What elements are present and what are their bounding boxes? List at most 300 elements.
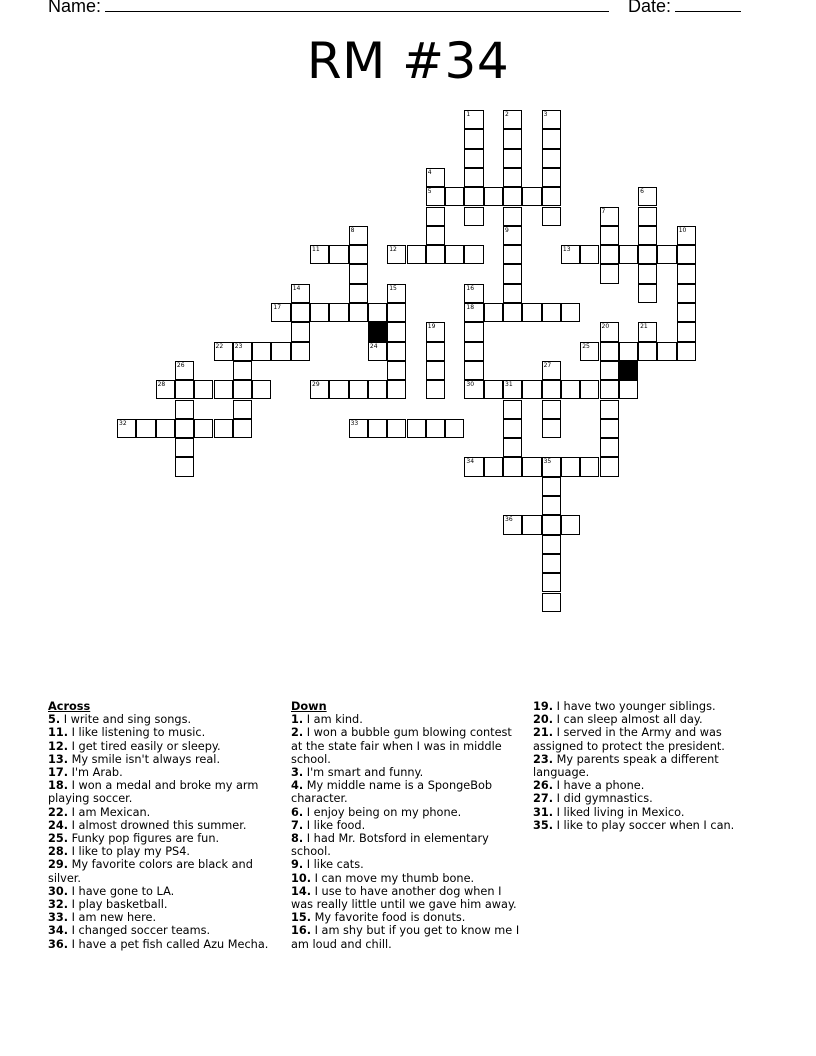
- grid-cell[interactable]: [600, 207, 619, 226]
- grid-cell[interactable]: [310, 245, 329, 264]
- grid-cell[interactable]: [542, 419, 561, 438]
- grid-cell[interactable]: [503, 245, 522, 264]
- grid-cell[interactable]: [387, 342, 406, 361]
- clue-number: 6.: [291, 805, 304, 819]
- clue-number: 36.: [48, 937, 69, 951]
- grid-cell[interactable]: [464, 245, 483, 264]
- down-clue: [533, 779, 743, 792]
- grid-cell[interactable]: [600, 400, 619, 419]
- clue-text: Funky pop figures are fun.: [68, 832, 220, 846]
- clue-text: I like listening to music.: [68, 726, 206, 740]
- grid-cell[interactable]: [175, 457, 194, 476]
- grid-cell[interactable]: [638, 226, 657, 245]
- grid-cell[interactable]: [271, 342, 290, 361]
- grid-cell[interactable]: [542, 149, 561, 168]
- down-clue: [291, 713, 523, 726]
- clue-text: I can sleep almost all day.: [553, 713, 703, 727]
- cell-number: 3: [543, 111, 548, 118]
- grid-cell[interactable]: [619, 245, 638, 264]
- grid-cell[interactable]: [175, 438, 194, 457]
- down-clue: [291, 924, 523, 950]
- cell-number: 26: [176, 361, 185, 369]
- grid-cell[interactable]: [310, 380, 329, 399]
- grid-cell[interactable]: [522, 303, 541, 322]
- across-clue-list: [48, 713, 270, 951]
- clue-number: 16.: [291, 924, 312, 938]
- date-label: Date:: [628, 0, 672, 16]
- clue-number: 14.: [291, 884, 312, 898]
- across-clue: [48, 938, 270, 951]
- clue-number: 2.: [291, 726, 304, 740]
- grid-cell[interactable]: [619, 380, 638, 399]
- grid-cell[interactable]: [600, 438, 619, 457]
- grid-cell[interactable]: [464, 129, 483, 148]
- grid-cell[interactable]: [407, 245, 426, 264]
- grid-cell[interactable]: [542, 207, 561, 226]
- clue-number: 29.: [48, 858, 69, 872]
- grid-cell[interactable]: [407, 419, 426, 438]
- clue-text: I'm Arab.: [68, 766, 123, 780]
- clue-number: 27.: [533, 792, 554, 806]
- clue-number: 21.: [533, 726, 554, 740]
- cell-number: 15: [389, 284, 397, 292]
- cell-number: 35: [543, 458, 552, 466]
- clue-number: 32.: [48, 898, 69, 912]
- grid-cell[interactable]: [600, 264, 619, 283]
- grid-cell[interactable]: [291, 322, 310, 341]
- cell-number: 20: [601, 323, 610, 331]
- grid-cell[interactable]: [387, 419, 406, 438]
- across-clue: [48, 753, 270, 766]
- cell-number: 25: [582, 342, 590, 350]
- grid-cell[interactable]: [503, 400, 522, 419]
- grid-cell[interactable]: [136, 419, 155, 438]
- down-clue: [533, 700, 743, 713]
- cell-number: 11: [312, 246, 320, 254]
- clue-text: I served in the Army and was assigned to protect the president.: [533, 726, 725, 753]
- grid-cell[interactable]: [426, 322, 445, 341]
- grid-cell[interactable]: [542, 554, 561, 573]
- across-clue: [48, 858, 270, 884]
- cell-number: 32: [119, 419, 127, 427]
- grid-cell[interactable]: [542, 380, 561, 399]
- cell-number: 30: [466, 381, 475, 389]
- grid-cell[interactable]: [445, 419, 464, 438]
- cell-number: 21: [640, 323, 648, 331]
- cell-number: 18: [466, 304, 475, 311]
- grid-cell[interactable]: [426, 361, 445, 380]
- grid-cell[interactable]: [368, 419, 387, 438]
- clue-number: 7.: [291, 818, 304, 832]
- clue-number: 13.: [48, 752, 69, 766]
- grid-cell[interactable]: [542, 129, 561, 148]
- clue-number: 25.: [48, 832, 69, 846]
- grid-cell[interactable]: [600, 457, 619, 476]
- across-clue: [48, 726, 270, 739]
- down-clue: [533, 806, 743, 819]
- grid-cell[interactable]: [542, 477, 561, 496]
- grid-cell[interactable]: [542, 110, 561, 129]
- across-clue: [48, 845, 270, 858]
- clue-text: I have a phone.: [553, 779, 645, 793]
- cell-number: 36: [505, 516, 513, 524]
- clue-text: My middle name is a SpongeBob character.: [291, 779, 493, 806]
- grid-cell[interactable]: [464, 110, 483, 129]
- clue-number: 18.: [48, 779, 69, 793]
- grid-cell[interactable]: [503, 129, 522, 148]
- grid-cell[interactable]: [368, 342, 387, 361]
- down-clue: [291, 766, 523, 779]
- grid-cell[interactable]: [484, 380, 503, 399]
- grid-cell[interactable]: [156, 419, 175, 438]
- cell-number: 8: [350, 226, 355, 234]
- grid-cell[interactable]: [619, 342, 638, 361]
- grid-cell[interactable]: [252, 380, 271, 399]
- grid-cell[interactable]: [677, 303, 696, 322]
- grid-cell[interactable]: [387, 322, 406, 341]
- grid-cell[interactable]: [677, 245, 696, 264]
- grid-cell[interactable]: [638, 207, 657, 226]
- grid-cell[interactable]: [580, 342, 599, 361]
- grid-cell[interactable]: [387, 245, 406, 264]
- down-clue: [291, 872, 523, 885]
- grid-cell[interactable]: [561, 303, 580, 322]
- clue-text: I am Mexican.: [68, 805, 151, 819]
- grid-cell[interactable]: [464, 303, 483, 322]
- grid-cell[interactable]: [349, 380, 368, 399]
- grid-cell[interactable]: [600, 361, 619, 380]
- grid-cell[interactable]: [387, 303, 406, 322]
- grid-cell[interactable]: [175, 419, 194, 438]
- clue-number: 28.: [48, 845, 69, 859]
- grid-cell[interactable]: [464, 168, 483, 187]
- grid-cell[interactable]: [600, 226, 619, 245]
- grid-cell[interactable]: [233, 361, 252, 380]
- grid-cell[interactable]: [291, 284, 310, 303]
- grid-cell[interactable]: [522, 515, 541, 534]
- cell-number: 24: [369, 342, 378, 350]
- grid-cell[interactable]: [214, 342, 233, 361]
- grid-cell[interactable]: [580, 245, 599, 264]
- clue-text: I have two younger siblings.: [553, 700, 716, 713]
- grid-cell[interactable]: [445, 245, 464, 264]
- clue-number: 34.: [48, 924, 69, 938]
- grid-cell[interactable]: [426, 342, 445, 361]
- grid-cell[interactable]: [503, 515, 522, 534]
- clue-number: 15.: [291, 911, 312, 925]
- grid-cell[interactable]: [349, 226, 368, 245]
- grid-cell[interactable]: [542, 303, 561, 322]
- clue-number: 8.: [291, 832, 304, 846]
- clue-number: 3.: [291, 766, 304, 780]
- grid-cell[interactable]: [657, 342, 676, 361]
- grid-cell[interactable]: [503, 284, 522, 303]
- across-clue: [48, 911, 270, 924]
- down-clue: [291, 806, 523, 819]
- grid-cell[interactable]: [194, 380, 213, 399]
- grid-cell[interactable]: [600, 342, 619, 361]
- grid-cell[interactable]: [542, 573, 561, 592]
- grid-cell[interactable]: [445, 187, 464, 206]
- grid-cell[interactable]: [542, 168, 561, 187]
- down-clue-list-continued: [533, 700, 743, 832]
- grid-cell[interactable]: [464, 284, 483, 303]
- clue-number: 4.: [291, 779, 304, 793]
- grid-cell[interactable]: [542, 515, 561, 534]
- clue-text: I write and sing songs.: [60, 713, 192, 727]
- grid-cell[interactable]: [291, 342, 310, 361]
- down-clue: [291, 819, 523, 832]
- grid-cell[interactable]: [117, 419, 136, 438]
- grid-cell[interactable]: [503, 303, 522, 322]
- grid-cell[interactable]: [542, 593, 561, 612]
- cell-number: 23: [234, 342, 243, 350]
- across-clues-column: [48, 700, 270, 951]
- clue-number: 17.: [48, 766, 69, 780]
- clue-text: I'm smart and funny.: [303, 766, 424, 780]
- name-blank-line[interactable]: [105, 0, 609, 12]
- grid-cell[interactable]: [310, 303, 329, 322]
- clue-text: I like food.: [303, 818, 366, 832]
- grid-cell[interactable]: [214, 380, 233, 399]
- clue-number: 11.: [48, 726, 69, 740]
- grid-cell[interactable]: [387, 380, 406, 399]
- grid-cell[interactable]: [638, 264, 657, 283]
- grid-cell[interactable]: [349, 264, 368, 283]
- clue-number: 23.: [533, 752, 554, 766]
- down-clue-list: [291, 713, 523, 951]
- clue-text: I enjoy being on my phone.: [303, 805, 462, 819]
- grid-cell[interactable]: [426, 168, 445, 187]
- grid-cell[interactable]: [484, 457, 503, 476]
- grid-cell[interactable]: [638, 245, 657, 264]
- grid-cell[interactable]: [194, 419, 213, 438]
- grid-cell[interactable]: [349, 245, 368, 264]
- grid-cell[interactable]: [677, 226, 696, 245]
- grid-cell[interactable]: [214, 419, 233, 438]
- across-clue: [48, 766, 270, 779]
- grid-cell[interactable]: [503, 226, 522, 245]
- across-clue: [48, 713, 270, 726]
- grid-cell[interactable]: [464, 342, 483, 361]
- grid-cell[interactable]: [349, 303, 368, 322]
- across-clue: [48, 885, 270, 898]
- grid-cell[interactable]: [503, 264, 522, 283]
- grid-cell[interactable]: [464, 207, 483, 226]
- grid-cell[interactable]: [657, 245, 676, 264]
- grid-cell[interactable]: [464, 361, 483, 380]
- grid-cell[interactable]: [503, 438, 522, 457]
- grid-cell[interactable]: [600, 380, 619, 399]
- grid-cell[interactable]: [600, 245, 619, 264]
- grid-cell[interactable]: [368, 380, 387, 399]
- grid-cell[interactable]: [175, 380, 194, 399]
- grid-cell[interactable]: [156, 380, 175, 399]
- grid-cell[interactable]: [561, 457, 580, 476]
- grid-cell[interactable]: [426, 380, 445, 399]
- grid-cell[interactable]: [561, 515, 580, 534]
- grid-cell[interactable]: [542, 187, 561, 206]
- grid-cell[interactable]: [503, 207, 522, 226]
- across-clue: [48, 924, 270, 937]
- clue-number: 10.: [291, 871, 312, 885]
- grid-cell[interactable]: [542, 400, 561, 419]
- grid-cell[interactable]: [464, 187, 483, 206]
- grid-cell[interactable]: [484, 187, 503, 206]
- down-clues-continued-column: [533, 700, 743, 832]
- clue-number: 30.: [48, 884, 69, 898]
- grid-cell[interactable]: [233, 400, 252, 419]
- cell-number: 31: [505, 381, 513, 389]
- grid-cell[interactable]: [580, 380, 599, 399]
- grid-cell[interactable]: [503, 187, 522, 206]
- across-clue: [48, 806, 270, 819]
- cell-number: 17: [273, 304, 282, 311]
- clue-text: I am new here.: [68, 911, 157, 925]
- block-cell: [619, 361, 638, 380]
- down-clue: [291, 911, 523, 924]
- grid-cell[interactable]: [426, 187, 445, 206]
- grid-cell[interactable]: [426, 419, 445, 438]
- cell-number: 1: [466, 111, 471, 118]
- clue-text: I almost drowned this summer.: [68, 818, 247, 832]
- down-clue: [533, 753, 743, 779]
- grid-cell[interactable]: [677, 322, 696, 341]
- cell-number: 27: [543, 361, 552, 369]
- clue-text: I like to play my PS4.: [68, 845, 190, 859]
- grid-cell[interactable]: [638, 187, 657, 206]
- clue-number: 1.: [291, 713, 304, 727]
- cell-number: 7: [601, 207, 606, 215]
- clue-text: I liked living in Mexico.: [553, 805, 685, 819]
- grid-cell[interactable]: [233, 419, 252, 438]
- down-clue: [291, 779, 523, 805]
- grid-cell[interactable]: [329, 380, 348, 399]
- grid-cell[interactable]: [233, 342, 252, 361]
- clue-number: 12.: [48, 739, 69, 753]
- grid-cell[interactable]: [600, 322, 619, 341]
- grid-cell[interactable]: [638, 322, 657, 341]
- across-clue: [48, 832, 270, 845]
- grid-cell[interactable]: [175, 361, 194, 380]
- grid-cell[interactable]: [503, 110, 522, 129]
- grid-cell[interactable]: [503, 457, 522, 476]
- grid-cell[interactable]: [542, 535, 561, 554]
- cell-number: 33: [350, 419, 359, 427]
- clue-text: I won a bubble gum blowing contest at the state fair when I was in middle school.: [291, 726, 512, 766]
- clue-number: 24.: [48, 818, 69, 832]
- down-clue: [291, 858, 523, 871]
- clue-number: 33.: [48, 911, 69, 925]
- cell-number: 14: [292, 284, 301, 292]
- clue-text: I had Mr. Botsford in elementary school.: [291, 832, 489, 859]
- cell-number: 29: [312, 381, 320, 389]
- cell-number: 13: [562, 246, 571, 254]
- grid-cell[interactable]: [271, 303, 290, 322]
- grid-cell[interactable]: [522, 187, 541, 206]
- date-field[interactable]: [628, 0, 741, 17]
- cell-number: 5: [427, 188, 432, 196]
- down-clue: [291, 885, 523, 911]
- name-field[interactable]: [48, 0, 609, 17]
- clue-number: 20.: [533, 713, 554, 727]
- clue-text: I changed soccer teams.: [68, 924, 211, 938]
- clue-number: 31.: [533, 805, 554, 819]
- down-clue: [291, 832, 523, 858]
- grid-cell[interactable]: [677, 342, 696, 361]
- down-clue: [533, 792, 743, 805]
- grid-cell[interactable]: [426, 226, 445, 245]
- grid-cell[interactable]: [426, 207, 445, 226]
- grid-cell[interactable]: [387, 284, 406, 303]
- across-heading: Across: [48, 700, 91, 713]
- down-clue: [533, 726, 743, 752]
- grid-cell[interactable]: [677, 284, 696, 303]
- cell-number: 2: [505, 111, 509, 118]
- grid-cell[interactable]: [561, 380, 580, 399]
- grid-cell[interactable]: [464, 322, 483, 341]
- grid-cell[interactable]: [580, 457, 599, 476]
- grid-cell[interactable]: [252, 342, 271, 361]
- grid-cell[interactable]: [503, 419, 522, 438]
- clue-number: 22.: [48, 805, 69, 819]
- cell-number: 9: [505, 226, 509, 234]
- grid-cell[interactable]: [329, 245, 348, 264]
- across-clue: [48, 740, 270, 753]
- grid-cell[interactable]: [349, 284, 368, 303]
- down-clue: [291, 726, 523, 766]
- cell-number: 22: [215, 342, 224, 350]
- grid-cell[interactable]: [503, 380, 522, 399]
- grid-cell[interactable]: [329, 303, 348, 322]
- down-clue: [533, 819, 743, 832]
- clue-text: I did gymnastics.: [553, 792, 653, 806]
- grid-cell[interactable]: [464, 457, 483, 476]
- cell-number: 6: [640, 188, 644, 196]
- grid-cell[interactable]: [503, 168, 522, 187]
- grid-cell[interactable]: [484, 303, 503, 322]
- grid-cell[interactable]: [368, 303, 387, 322]
- grid-cell[interactable]: [233, 380, 252, 399]
- grid-cell[interactable]: [175, 400, 194, 419]
- grid-cell[interactable]: [522, 380, 541, 399]
- across-clue: [48, 898, 270, 911]
- date-blank-line[interactable]: [675, 0, 741, 12]
- cell-number: 12: [389, 246, 397, 254]
- clue-text: I have gone to LA.: [68, 884, 175, 898]
- grid-cell[interactable]: [387, 361, 406, 380]
- grid-cell[interactable]: [464, 149, 483, 168]
- grid-cell[interactable]: [522, 457, 541, 476]
- grid-cell[interactable]: [600, 419, 619, 438]
- grid-cell[interactable]: [426, 245, 445, 264]
- grid-cell[interactable]: [542, 361, 561, 380]
- grid-cell[interactable]: [542, 496, 561, 515]
- grid-cell[interactable]: [503, 149, 522, 168]
- across-clue: [48, 779, 270, 805]
- clue-text: I get tired easily or sleepy.: [68, 739, 221, 753]
- grid-cell[interactable]: [349, 419, 368, 438]
- grid-cell[interactable]: [561, 245, 580, 264]
- grid-cell[interactable]: [464, 380, 483, 399]
- grid-cell[interactable]: [542, 457, 561, 476]
- cell-number: 16: [466, 284, 475, 292]
- clue-text: I have a pet fish called Azu Mecha.: [68, 937, 269, 951]
- grid-cell[interactable]: [638, 284, 657, 303]
- grid-cell[interactable]: [638, 342, 657, 361]
- grid-cell[interactable]: [677, 264, 696, 283]
- grid-cell[interactable]: [291, 303, 310, 322]
